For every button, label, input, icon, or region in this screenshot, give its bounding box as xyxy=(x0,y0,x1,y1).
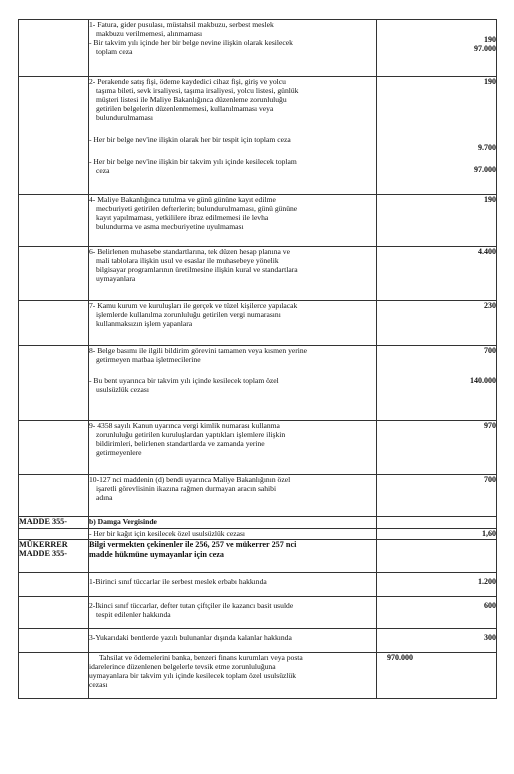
row-text: işaretli görevlisinin ikazına rağmen durmayan aracın sahibi xyxy=(96,484,277,493)
label-cell xyxy=(19,475,89,517)
table-row xyxy=(19,540,497,573)
row-text: 4- Maliye Bakanlığınca tutulma ve günü gününe kayıt edilme xyxy=(89,195,276,204)
row-text: idarelerince düzenlenen belgelerle tevsik etme zorunluluğuna xyxy=(89,662,276,671)
amount-cell xyxy=(377,597,497,629)
section-heading: b) Damga Vergisinde xyxy=(89,517,377,529)
row-text: 1- Fatura, gider pusulası, müstahsil makbuzu, serbest meslek xyxy=(89,20,274,29)
row-text: zorunluluğu getirilen kuruluşlardan yaptıkları işlemlere ilişkin xyxy=(96,430,286,439)
row-text: kayıt yapılmaması, yetkililere ibraz edilmemesi ile levha xyxy=(96,213,269,222)
amount-cell xyxy=(377,573,497,597)
amount-cell xyxy=(377,346,497,421)
row-text: ceza xyxy=(96,166,110,175)
table-row xyxy=(19,421,497,475)
heading-line: Bilgi vermekten çekinenler ile 256, 257 ve mükerrer 257 nci xyxy=(89,540,297,549)
row-text: makbuzu verilmemesi, alınmaması xyxy=(96,29,203,38)
amount-value: 190 xyxy=(484,77,496,86)
table-row xyxy=(19,247,497,301)
table-row xyxy=(19,653,497,699)
amount-cell xyxy=(377,629,497,653)
description-cell xyxy=(89,597,377,629)
amount-value: 970.000 xyxy=(387,653,413,662)
description-cell xyxy=(89,247,377,301)
amount-cell xyxy=(377,421,497,475)
row-text: adına xyxy=(96,493,113,502)
description-cell xyxy=(89,301,377,346)
label-cell xyxy=(19,653,89,699)
row-text: - Bu bent uyarınca bir takvim yılı içinde kesilecek toplam özel xyxy=(89,376,279,385)
description-cell xyxy=(89,653,377,699)
amount-cell xyxy=(377,517,497,529)
row-text: cezası xyxy=(89,680,108,689)
amount-cell xyxy=(377,20,497,77)
table-row xyxy=(19,77,497,195)
description-cell xyxy=(89,475,377,517)
amount-value: 300 xyxy=(484,633,496,642)
row-text: uymayanlara bir takvim yılı içinde kesilecek toplam özel usulsüzlük xyxy=(89,671,297,680)
row-text: 2- Perakende satış fişi, ödeme kaydedici cihaz fişi, giriş ve yolcu xyxy=(89,77,286,86)
heading-line: madde hükmüne uymayanlar için ceza xyxy=(89,549,224,559)
amount-value: 4.400 xyxy=(478,247,496,256)
label-cell xyxy=(19,346,89,421)
article-label-line: MADDE 355- xyxy=(19,549,67,559)
amount-cell xyxy=(377,247,497,301)
description-cell xyxy=(89,346,377,421)
row-text: - Her bir belge nev'ine ilişkin olarak her bir tespit için toplam ceza xyxy=(89,135,291,144)
row-text: bilgisayar programlarının üretilmesine ilişkin kural ve standartlara xyxy=(96,265,298,274)
description-cell xyxy=(89,629,377,653)
description-cell xyxy=(89,421,377,475)
label-cell xyxy=(19,77,89,195)
label-cell xyxy=(19,301,89,346)
table-row xyxy=(19,573,497,597)
row-text: 7- Kamu kurum ve kuruluşları ile gerçek ve tüzel kişilerce yapılacak xyxy=(89,301,298,310)
table-row xyxy=(19,517,497,529)
row-text: - Bir takvim yılı içinde her bir belge nevine ilişkin olarak kesilecek xyxy=(89,38,293,47)
row-text: 1-Birinci sınıf tüccarlar ile serbest meslek erbabı hakkında xyxy=(89,577,267,586)
label-cell xyxy=(19,421,89,475)
row-text: 2-İkinci sınıf tüccarlar, defter tutan çiftçiler ile kazancı basit usulde xyxy=(89,601,294,610)
row-text: işlemlerde kullanılma zorunluluğu getirilen vergi numarasını xyxy=(96,310,281,319)
row-text: bulundurma ve asma mecburiyetine uyulmaması xyxy=(96,222,244,231)
penalty-table xyxy=(18,19,497,699)
row-text: - Her bir belge nev'ine ilişkin bir takvim yılı içinde kesilecek toplam xyxy=(89,157,297,166)
amount-cell xyxy=(377,540,497,573)
row-text: getirmeyen matbaa işletmecilerine xyxy=(96,355,201,364)
amount-cell xyxy=(377,653,497,699)
label-cell xyxy=(19,597,89,629)
amount-value: 140.000 xyxy=(470,376,496,385)
table-row xyxy=(19,597,497,629)
label-cell xyxy=(19,195,89,247)
row-text: müşteri listesi ile Maliye Bakanlığınca düzenleme zorunluluğu xyxy=(96,95,287,104)
row-text: getirilen belgelerin düzenlenmemesi, kullanılmaması veya xyxy=(96,104,274,113)
row-text: usulsüzlük cezası xyxy=(96,385,149,394)
row-text: 8- Belge basımı ile ilgili bildirim görevini tamamen veya kısmen yerine xyxy=(89,346,308,355)
amount-value: 700 xyxy=(484,346,496,355)
section-heading xyxy=(89,540,377,573)
row-text: mecburiyeti getirilen defterlerin; bulundurulmaması, günü gününe xyxy=(96,204,298,213)
amount-value: 97.000 xyxy=(474,165,496,174)
row-text: tespit edilenler hakkında xyxy=(96,610,171,619)
amount-value: 190 xyxy=(484,35,496,44)
table-row xyxy=(19,346,497,421)
row-text: 10-127 nci maddenin (d) bendi uyarınca Maliye Bakanlığının özel xyxy=(89,475,291,484)
amount-cell xyxy=(377,475,497,517)
row-text: bildirimleri, belirlenen standartlarda ve zamanda yerine xyxy=(96,439,265,448)
amount-cell xyxy=(377,77,497,195)
amount-value: 9.700 xyxy=(478,143,496,152)
amount-cell: 1,60 xyxy=(377,529,497,540)
row-text: bulundurulmaması xyxy=(96,113,153,122)
article-label xyxy=(19,540,89,573)
description-cell xyxy=(89,573,377,597)
article-label: MADDE 355- xyxy=(19,517,89,529)
label-cell xyxy=(19,629,89,653)
table-row xyxy=(19,475,497,517)
description-cell: - Her bir kağıt için kesilecek özel usulsüzlük cezası xyxy=(89,529,377,540)
row-text: taşıma bileti, sevk irsaliyesi, taşıma irsaliyesi, yolcu listesi, günlük xyxy=(96,86,299,95)
row-text: Tahsilat ve ödemelerini banka, benzeri finans kurumları veya posta xyxy=(99,653,303,662)
row-text: 3-Yukarıdaki bentlerde yazılı bulunanlar dışında kalanlar hakkında xyxy=(89,633,292,642)
row-text: uymayanlara xyxy=(96,274,136,283)
table-row xyxy=(19,529,497,540)
amount-value: 970 xyxy=(484,421,496,430)
description-cell xyxy=(89,20,377,77)
amount-value: 230 xyxy=(484,301,496,310)
row-text: getirmeyenlere xyxy=(96,448,142,457)
amount-value: 190 xyxy=(484,195,496,204)
label-cell xyxy=(19,20,89,77)
amount-cell xyxy=(377,195,497,247)
row-text: 6- Belirlenen muhasebe standartlarına, tek düzen hesap planına ve xyxy=(89,247,290,256)
amount-cell xyxy=(377,301,497,346)
description-cell xyxy=(89,77,377,195)
row-text: 9- 4358 sayılı Kanun uyarınca vergi kimlik numarası kullanma xyxy=(89,421,280,430)
table-row xyxy=(19,195,497,247)
table-row xyxy=(19,629,497,653)
amount-value: 1.200 xyxy=(478,577,496,586)
amount-value: 600 xyxy=(484,601,496,610)
table-row xyxy=(19,301,497,346)
description-cell xyxy=(89,195,377,247)
amount-value: 700 xyxy=(484,475,496,484)
label-cell xyxy=(19,573,89,597)
row-text: toplam ceza xyxy=(96,47,133,56)
row-text: kullanmaksızın işlem yapanlara xyxy=(96,319,193,328)
article-label-line: MÜKERRER xyxy=(19,540,68,549)
label-cell xyxy=(19,529,89,540)
table-row xyxy=(19,20,497,77)
amount-value: 97.000 xyxy=(474,44,496,53)
row-text: mali tablolara ilişkin usul ve esaslar ile muhasebeye yönelik xyxy=(96,256,279,265)
label-cell xyxy=(19,247,89,301)
